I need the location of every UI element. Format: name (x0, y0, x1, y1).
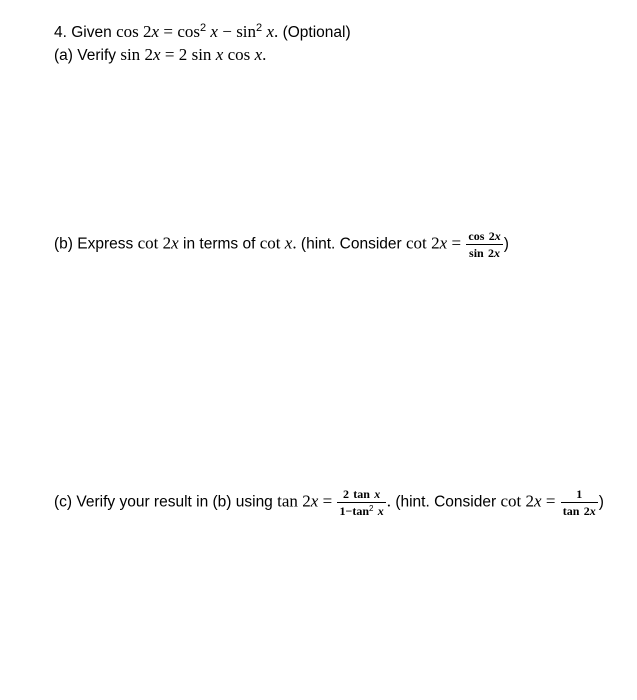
var-x: x (310, 491, 319, 511)
cot-fn: cot (406, 233, 427, 253)
equals-sign: = (322, 491, 333, 511)
fraction-denominator (561, 503, 598, 518)
sin-fn: sin (236, 22, 257, 41)
part-a (54, 45, 266, 66)
part-b (54, 229, 509, 260)
cos-fn: cos (116, 22, 139, 41)
numerator-one: 1 (576, 487, 583, 501)
var-x: x (494, 229, 501, 243)
equals-sign: = (163, 22, 173, 41)
var-x: x (151, 22, 160, 41)
den-prefix: 1− (339, 504, 353, 518)
cos-fn: cos (177, 22, 200, 41)
coef-two: 2 (178, 45, 188, 64)
period: . (386, 491, 392, 511)
equals-sign: = (451, 233, 462, 253)
var-x: x (374, 487, 381, 501)
coef-two: 2 (488, 246, 495, 260)
var-x: x (439, 233, 448, 253)
part-b-text2: in terms of (183, 235, 256, 253)
fraction-denominator (466, 245, 502, 260)
var-x: x (210, 22, 218, 41)
given-text: Given (71, 24, 112, 41)
exponent: 2 (369, 504, 374, 513)
problem-number: 4. (54, 24, 67, 41)
cot-fn: cot (500, 491, 522, 511)
exponent: 2 (256, 22, 263, 34)
coef-two: 2 (342, 487, 349, 501)
sin-fn: sin (120, 45, 141, 64)
period: . (292, 233, 297, 253)
tan-fn: tan (353, 487, 370, 501)
part-c-text1: Verify your result in (b) using (76, 493, 273, 511)
fraction-cos-over-sin (466, 229, 502, 260)
equals-sign: = (545, 491, 556, 511)
var-x: x (254, 45, 263, 64)
period: . (274, 22, 279, 41)
part-c-label: (c) (54, 493, 73, 511)
coef-two: 2 (162, 233, 172, 253)
minus-sign: − (222, 22, 232, 41)
part-c-hint: (hint. Consider (395, 493, 497, 511)
coef-two: 2 (525, 491, 535, 511)
cos-fn: cos (468, 229, 485, 243)
period: . (262, 45, 267, 64)
fraction-numerator (561, 487, 598, 503)
fraction-numerator (466, 229, 502, 245)
coef-two: 2 (143, 22, 152, 41)
cot-fn: cot (137, 233, 159, 253)
cos-fn: cos (227, 45, 251, 64)
cot-fn: cot (259, 233, 281, 253)
coef-two: 2 (144, 45, 153, 64)
var-x: x (534, 491, 542, 511)
coef-two: 2 (488, 229, 495, 243)
fraction-tan-double-angle (337, 487, 385, 518)
coef-two: 2 (431, 233, 440, 253)
optional-label: (Optional) (282, 24, 351, 41)
var-x: x (153, 45, 161, 64)
close-paren: ) (598, 493, 604, 511)
coef-two: 2 (583, 504, 590, 518)
tan-fn: tan (562, 504, 580, 518)
var-x: x (284, 233, 293, 253)
exponent: 2 (199, 22, 207, 34)
sin-fn: sin (191, 45, 212, 64)
var-x: x (377, 504, 384, 518)
part-a-text: Verify (77, 47, 117, 64)
var-x: x (266, 22, 275, 41)
equals-sign: = (164, 45, 175, 64)
var-x: x (494, 246, 501, 260)
part-b-label: (b) (54, 235, 73, 253)
part-b-hint: (hint. Consider (300, 235, 402, 253)
tan-fn: tan (352, 504, 369, 518)
var-x: x (215, 45, 224, 64)
sin-fn: sin (469, 246, 484, 260)
part-b-text1: Express (77, 235, 134, 253)
fraction-numerator (337, 487, 385, 503)
part-c (54, 487, 604, 518)
coef-two: 2 (302, 491, 311, 511)
var-x: x (171, 233, 179, 253)
close-paren: ) (503, 235, 509, 253)
var-x: x (589, 504, 596, 518)
problem-header (54, 22, 351, 43)
fraction-denominator (337, 503, 385, 518)
tan-fn: tan (277, 491, 298, 511)
fraction-one-over-tan (561, 487, 598, 518)
part-a-label: (a) (54, 47, 73, 64)
